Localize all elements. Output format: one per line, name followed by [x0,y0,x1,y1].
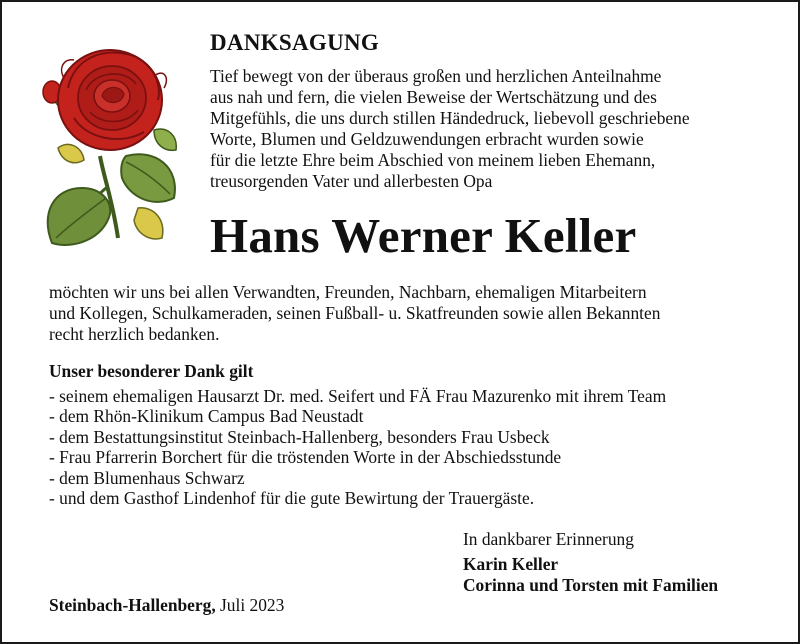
list-item: - dem Bestattungsinstitut Steinbach-Hallenberg, besonders Frau Usbeck [49,426,550,447]
body-text [49,282,779,345]
date: Juli 2023 [220,595,285,615]
list-item: - seinem ehemaligen Hausarzt Dr. med. Seifert und FÄ Frau Mazurenko mit ihrem Team [49,386,667,406]
intro-text [210,66,770,191]
intro-line: Worte, Blumen und Geldzuwendungen erbracht wurden sowie [210,128,644,149]
signer-name: Karin Keller [463,554,559,574]
special-thanks-list [49,386,779,508]
intro-line: Mitgefühls, die uns durch stillen Händedruck, liebevoll geschriebene [210,107,690,128]
closing-phrase: In dankbarer Erinnerung [463,529,634,549]
place: Steinbach-Hallenberg, [49,595,216,615]
intro-line: für die letzte Ehre beim Abschied von meinem lieben Ehemann, [210,149,656,170]
list-item: - und dem Gasthof Lindenhof für die gute Bewirtung der Trauergäste. [49,488,535,509]
rose-illustration [34,38,184,250]
intro-line: aus nah und fern, die vielen Beweise der Wertschätzung und des [210,86,657,107]
list-item: - dem Blumenhaus Schwarz [49,467,245,488]
list-item: - dem Rhön-Klinikum Campus Bad Neustadt [49,406,364,427]
place-date [49,594,284,616]
body-line: und Kollegen, Schulkameraden, seinen Fußball- u. Skatfreunden sowie allen Bekannten [49,302,661,323]
body-line: recht herzlich bedanken. [49,323,220,344]
list-item: - Frau Pfarrerin Borchert für die tröstenden Worte in der Abschiedsstunde [49,447,562,468]
body-line: möchten wir uns bei allen Verwandten, Freunden, Nachbarn, ehemaligen Mitarbeitern [49,282,647,302]
special-thanks-heading: Unser besonderer Dank gilt [49,361,254,381]
deceased-name: Hans Werner Keller [210,208,637,263]
intro-line: Tief bewegt von der überaus großen und herzlichen Anteilnahme [210,66,662,86]
signer-name: Corinna und Torsten mit Familien [463,574,719,595]
signers [463,554,718,595]
intro-line: treusorgenden Vater und allerbesten Opa [210,170,493,191]
heading: DANKSAGUNG [210,30,380,55]
